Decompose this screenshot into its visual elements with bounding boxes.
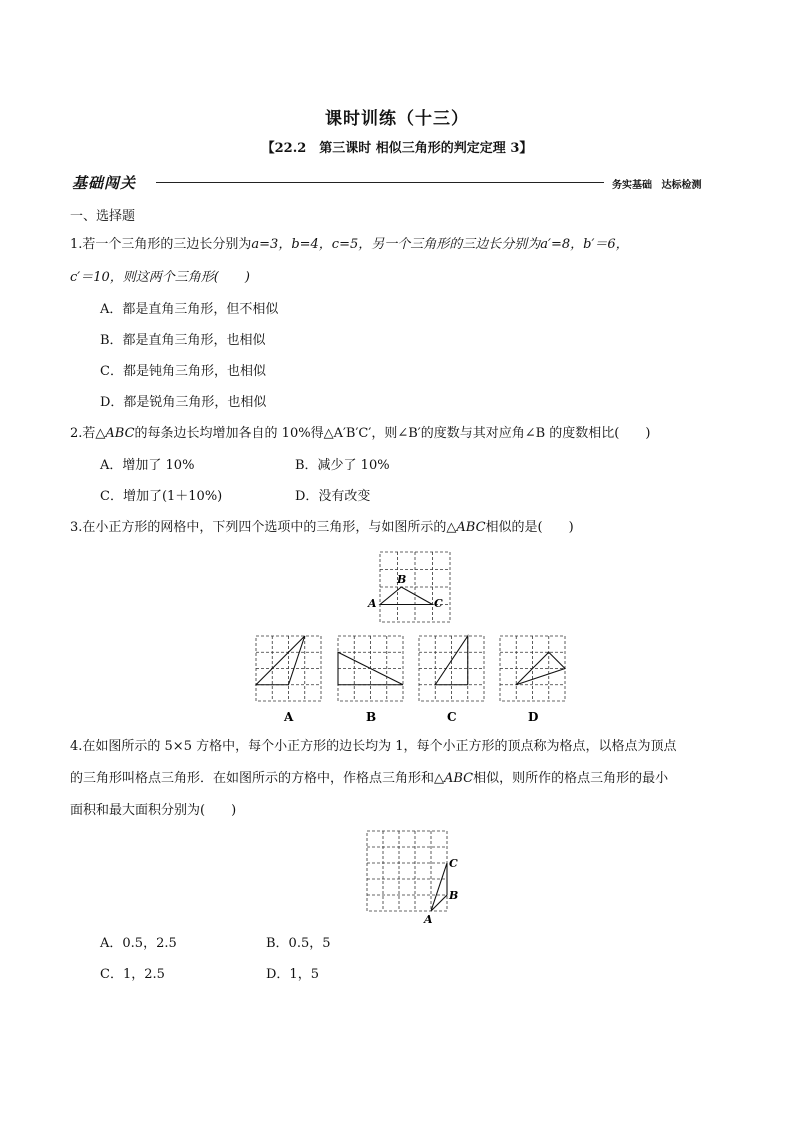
banner-divider (156, 182, 604, 183)
q4-label-b: B (449, 889, 459, 902)
q3-option-a-triangle (256, 636, 305, 685)
q4-line3: 面积和最大面积分别为( ) (70, 803, 237, 818)
q1-line1-a: 1.若一个三角形的三边长分别为 (70, 237, 252, 252)
page-subtitle: 【22.2 第三课时 相似三角形的判定定理 3】 (261, 141, 533, 156)
q4-triangle (431, 863, 447, 911)
q4-option-b: B．0.5，5 (266, 936, 331, 951)
q3-main-label-c: C (434, 597, 443, 610)
q3-option-a-figure (254, 634, 324, 726)
q1-option-d: D．都是锐角三角形，也相似 (100, 395, 267, 410)
q4-line2-a: 的三角形叫格点三角形．在如图所示的方格中，作格点三角形和△ (70, 771, 444, 786)
q3-stem-b: ABC (456, 520, 486, 535)
q3-option-a-grid (256, 636, 321, 701)
banner-tag-a: 务实基础 (612, 180, 652, 191)
q2-line1-c: 的每条边长均增加各自的 10%得△A′B′C′，则∠B′的度数与其对应角∠B 的度数相比( ) (134, 426, 651, 441)
q3-main-label-a: A (368, 597, 377, 610)
q2-line1 (70, 424, 650, 444)
q3-stem-a: 3.在小正方形的网格中，下列四个选项中的三角形，与如图所示的△ (70, 520, 457, 535)
q3-option-c-label: C (447, 710, 457, 724)
q1-option-a: A．都是直角三角形，但不相似 (100, 302, 279, 317)
q4-line2-c: 相似，则所作的格点三角形的最小 (473, 771, 669, 786)
q3-option-a-label: A (284, 710, 294, 724)
banner-tags (612, 176, 707, 191)
q2-line1-a: 2.若△ (70, 426, 106, 441)
q3-main-label-b: B (397, 573, 407, 586)
q2-option-c: C．增加了(1＋10%) (100, 489, 223, 504)
q3-option-b-figure (336, 634, 406, 726)
q2-option-b: B．减少了 10% (295, 458, 390, 473)
q3-stem-c: 相似的是( ) (485, 520, 574, 535)
q3-main-triangle (380, 587, 433, 605)
q3-option-c-grid (419, 636, 484, 701)
banner-tag-b: 达标检测 (661, 180, 702, 191)
q4-line2 (70, 769, 668, 789)
q1-line1-c: a′=8，b′＝6， (540, 237, 629, 252)
q4-figure (360, 826, 470, 926)
q4-option-a: A．0.5，2.5 (100, 936, 177, 951)
q3-option-b-label: B (366, 710, 377, 724)
page-title: 课时训练（十三） (325, 109, 469, 129)
q2-line1-b: ABC (105, 426, 135, 441)
q3-main-figure (360, 545, 460, 625)
q4-option-d: D．1，5 (266, 967, 319, 982)
q4-line1: 4.在如图所示的 5×5 方格中，每个小正方形的边长均为 1，每个小正方形的顶点称为格点，以格点为顶点 (70, 739, 677, 754)
q3-main-grid (380, 552, 450, 622)
section-heading: 一、选择题 (70, 209, 136, 224)
q4-option-c: C．1，2.5 (100, 967, 165, 982)
q1-option-b: B．都是直角三角形，也相似 (100, 333, 266, 348)
q2-option-d: D．没有改变 (295, 489, 371, 504)
q3-stem (70, 518, 574, 538)
q1-line2: c′＝10，则这两个三角形( ) (70, 270, 250, 285)
q1-option-c: C．都是钝角三角形，也相似 (100, 364, 266, 379)
banner-label: 基础闯关 (72, 174, 137, 192)
q3-option-c-figure (417, 634, 487, 726)
q1-line1 (70, 235, 629, 255)
q3-option-d-figure (498, 634, 568, 726)
q2-option-a: A．增加了 10% (100, 458, 195, 473)
q4-label-c: C (449, 857, 458, 870)
q3-option-d-label: D (528, 710, 539, 724)
q1-line1-b: a=3，b=4，c=5，另一个三角形的三边长分别为 (251, 237, 541, 252)
q4-label-a: A (424, 913, 433, 926)
q4-line2-b: ABC (444, 771, 474, 786)
